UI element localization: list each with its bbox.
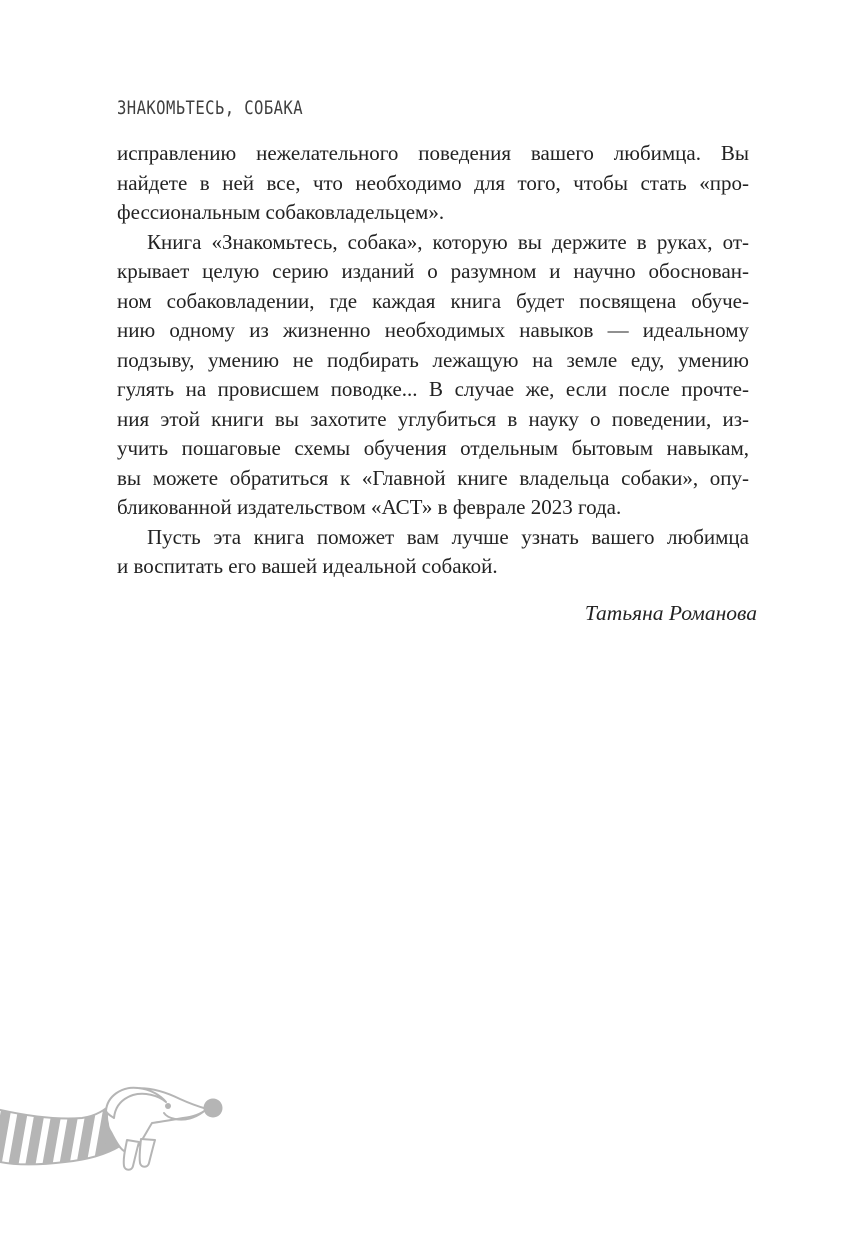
dog-nose bbox=[204, 1099, 223, 1118]
paragraph bbox=[117, 139, 749, 228]
text-line: гулять на провисшем поводке... В случае же, если после прочте- bbox=[117, 377, 749, 401]
text-line: фессиональным собаковладельцем». bbox=[117, 200, 445, 224]
dog-back-leg bbox=[140, 1139, 155, 1167]
text-line: ния этой книги вы захотите углубиться в науку о поведении, из- bbox=[117, 406, 749, 431]
body-text bbox=[117, 139, 749, 582]
paragraph bbox=[117, 523, 749, 582]
text-line: вы можете обратиться к «Главной книге владельца собаки», опу- bbox=[117, 465, 749, 490]
text-line: и воспитать его вашей идеальной собакой. bbox=[117, 554, 498, 578]
text-line: подзыву, умению не подбирать лежащую на земле еду, умению bbox=[117, 347, 749, 372]
text-line: нию одному из жизненно необходимых навыков — идеальному bbox=[117, 318, 749, 342]
text-line: Пусть эта книга поможет вам лучше узнать вашего любимца bbox=[147, 524, 749, 549]
text-line: найдете в ней все, что необходимо для того, чтобы стать «про- bbox=[117, 170, 749, 195]
dog-illustration bbox=[0, 1080, 240, 1180]
text-line: крывает целую серию изданий о разумном и научно обоснован- bbox=[117, 259, 749, 283]
text-line: ном собаковладении, где каждая книга будет посвящена обуче- bbox=[117, 288, 749, 313]
paragraph bbox=[117, 228, 749, 523]
text-line: исправлению нежелательного поведения вашего любимца. Вы bbox=[117, 141, 749, 165]
author-signature: Татьяна Романова bbox=[584, 601, 757, 625]
text-line: учить пошаговые схемы обучения отдельным бытовым навыкам, bbox=[117, 436, 749, 460]
running-header: ЗНАКОМЬТЕСЬ, СОБАКА bbox=[117, 97, 304, 119]
text-line: Книга «Знакомьтесь, собака», которую вы держите в руках, от- bbox=[147, 229, 749, 254]
text-line: бликованной издательством «АСТ» в феврале 2023 года. bbox=[117, 495, 622, 519]
dog-eye bbox=[165, 1103, 171, 1109]
dog-front-leg bbox=[124, 1140, 139, 1170]
